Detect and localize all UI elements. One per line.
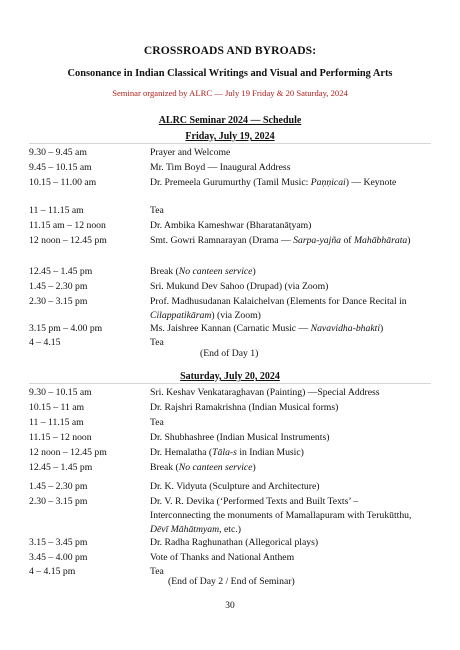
italic-title: Navavidha-bhakti — [310, 323, 381, 334]
italic-title: Cilappatikāram — [150, 310, 212, 321]
description-text: Break ( — [150, 266, 179, 277]
session-description — [150, 161, 412, 175]
description-text: ) — [407, 235, 411, 246]
description-text: Prof. Madhusudanan Kalaichelvan (Elements for Dance Recital in — [150, 296, 407, 307]
session-description — [150, 322, 412, 336]
session-time: 11.15 am – 12 noon — [29, 220, 106, 231]
session-time: 4 – 4.15 — [29, 337, 61, 348]
session-time: 4 – 4.15 pm — [29, 566, 76, 577]
session-description — [150, 336, 412, 350]
session-description — [150, 219, 412, 233]
italic-title: Paṇṇicai — [310, 177, 346, 188]
session-time: 12 noon – 12.45 pm — [29, 447, 107, 458]
description-text: ) — [380, 323, 384, 334]
description-text: Mr. Tim Boyd — Inaugural Address — [150, 162, 291, 173]
day2-heading: Saturday, July 20, 2024 — [180, 371, 280, 382]
description-text: ) — [252, 266, 256, 277]
description-text: Dr. V. R. Devika (‘Performed Texts and Built Texts’ – Interconnecting the monuments of Mamallapuram with Terukūtthu, — [150, 496, 412, 521]
session-time: 10.15 – 11 am — [29, 402, 85, 413]
italic-title: Dēvī Māhātmyam — [150, 524, 220, 535]
description-text: Tea — [150, 417, 164, 428]
session-time: 1.45 – 2.30 pm — [29, 481, 88, 492]
session-time: 3.15 pm – 4.00 pm — [29, 323, 103, 334]
description-text: Tea — [150, 337, 164, 348]
day1-heading: Friday, July 19, 2024 — [185, 131, 275, 142]
description-text: Dr. Premeela Gurumurthy (Tamil Music: — [150, 177, 311, 188]
description-text: Dr. K. Vidyuta (Sculpture and Architecture) — [150, 481, 320, 492]
description-text: Dr. Hemalatha ( — [150, 447, 213, 458]
description-text: Sri. Keshav Venkataraghavan (Painting) —Special Address — [150, 387, 380, 398]
description-text: Ms. Jaishree Kannan (Carnatic Music — — [150, 323, 311, 334]
day2-end-note: (End of Day 2 / End of Seminar) — [168, 576, 295, 587]
session-description — [150, 234, 412, 248]
session-description — [150, 176, 412, 190]
session-time: 9.30 – 9.45 am — [29, 147, 87, 158]
page-number: 30 — [225, 601, 235, 611]
italic-title: No canteen service — [178, 462, 253, 473]
italic-title: Tāla-s — [212, 447, 237, 458]
session-description — [150, 461, 412, 475]
description-text: in Indian Music) — [236, 447, 304, 458]
session-description — [150, 551, 412, 565]
session-description — [150, 495, 412, 537]
day1-end-note: (End of Day 1) — [200, 348, 259, 359]
session-time: 12.45 – 1.45 pm — [29, 266, 93, 277]
organizer-note: Seminar organized by ALRC — July 19 Friday & 20 Saturday, 2024 — [112, 88, 348, 98]
document-title: CROSSROADS AND BYROADS: — [143, 44, 317, 57]
description-text: Dr. Ambika Kameshwar (Bharatanāṭyam) — [150, 220, 312, 231]
description-text: Vote of Thanks and National Anthem — [150, 552, 295, 563]
description-text: Tea — [150, 205, 164, 216]
italic-title: No canteen service — [178, 266, 253, 277]
session-time: 1.45 – 2.30 pm — [29, 281, 88, 292]
session-time: 11 – 11.15 am — [29, 205, 84, 216]
italic-title: Sarpa-yajña — [293, 235, 342, 246]
session-time: 9.45 – 10.15 am — [29, 162, 92, 173]
session-description — [150, 265, 412, 279]
session-time: 9.30 – 10.15 am — [29, 387, 92, 398]
session-time: 12 noon – 12.45 pm — [29, 235, 107, 246]
description-text: of — [341, 235, 354, 246]
session-time: 10.15 – 11.00 am — [29, 177, 97, 188]
session-description — [150, 536, 412, 550]
session-time: 2.30 – 3.15 pm — [29, 296, 88, 307]
session-description — [150, 480, 412, 494]
description-text: Dr. Rajshri Ramakrishna (Indian Musical forms) — [150, 402, 339, 413]
schedule-title: ALRC Seminar 2024 — Schedule — [158, 115, 302, 126]
session-time: 11.15 – 12 noon — [29, 432, 92, 443]
document-subtitle: Consonance in Indian Classical Writings and Visual and Performing Arts — [67, 68, 393, 79]
session-description — [150, 280, 412, 294]
session-description — [150, 386, 412, 400]
session-description — [150, 416, 412, 430]
session-description — [150, 295, 412, 323]
session-description — [150, 401, 412, 415]
description-text: Dr. Shubhashree (Indian Musical Instruments) — [150, 432, 330, 443]
session-description — [150, 204, 412, 218]
session-time: 12.45 – 1.45 pm — [29, 462, 93, 473]
table-rule — [29, 143, 431, 144]
table-rule — [29, 383, 431, 384]
session-time: 2.30 – 3.15 pm — [29, 496, 88, 507]
session-description — [150, 446, 412, 460]
session-time: 3.45 – 4.00 pm — [29, 552, 88, 563]
session-time: 11 – 11.15 am — [29, 417, 84, 428]
session-time: 3.15 – 3.45 pm — [29, 537, 88, 548]
description-text: Tea — [150, 566, 164, 577]
description-text: , etc.) — [219, 524, 241, 535]
description-text: ) — Keynote — [345, 177, 397, 188]
description-text: Smt. Gowri Ramnarayan (Drama — — [150, 235, 294, 246]
description-text: Sri. Mukund Dev Sahoo (Drupad) (via Zoom) — [150, 281, 329, 292]
description-text: ) — [252, 462, 256, 473]
description-text: Prayer and Welcome — [150, 147, 231, 158]
description-text: Break ( — [150, 462, 179, 473]
description-text: Dr. Radha Raghunathan (Allegorical plays) — [150, 537, 319, 548]
italic-title: Mahābhārata — [353, 235, 408, 246]
session-description — [150, 146, 412, 160]
session-description — [150, 431, 412, 445]
description-text: ) (via Zoom) — [211, 310, 261, 321]
